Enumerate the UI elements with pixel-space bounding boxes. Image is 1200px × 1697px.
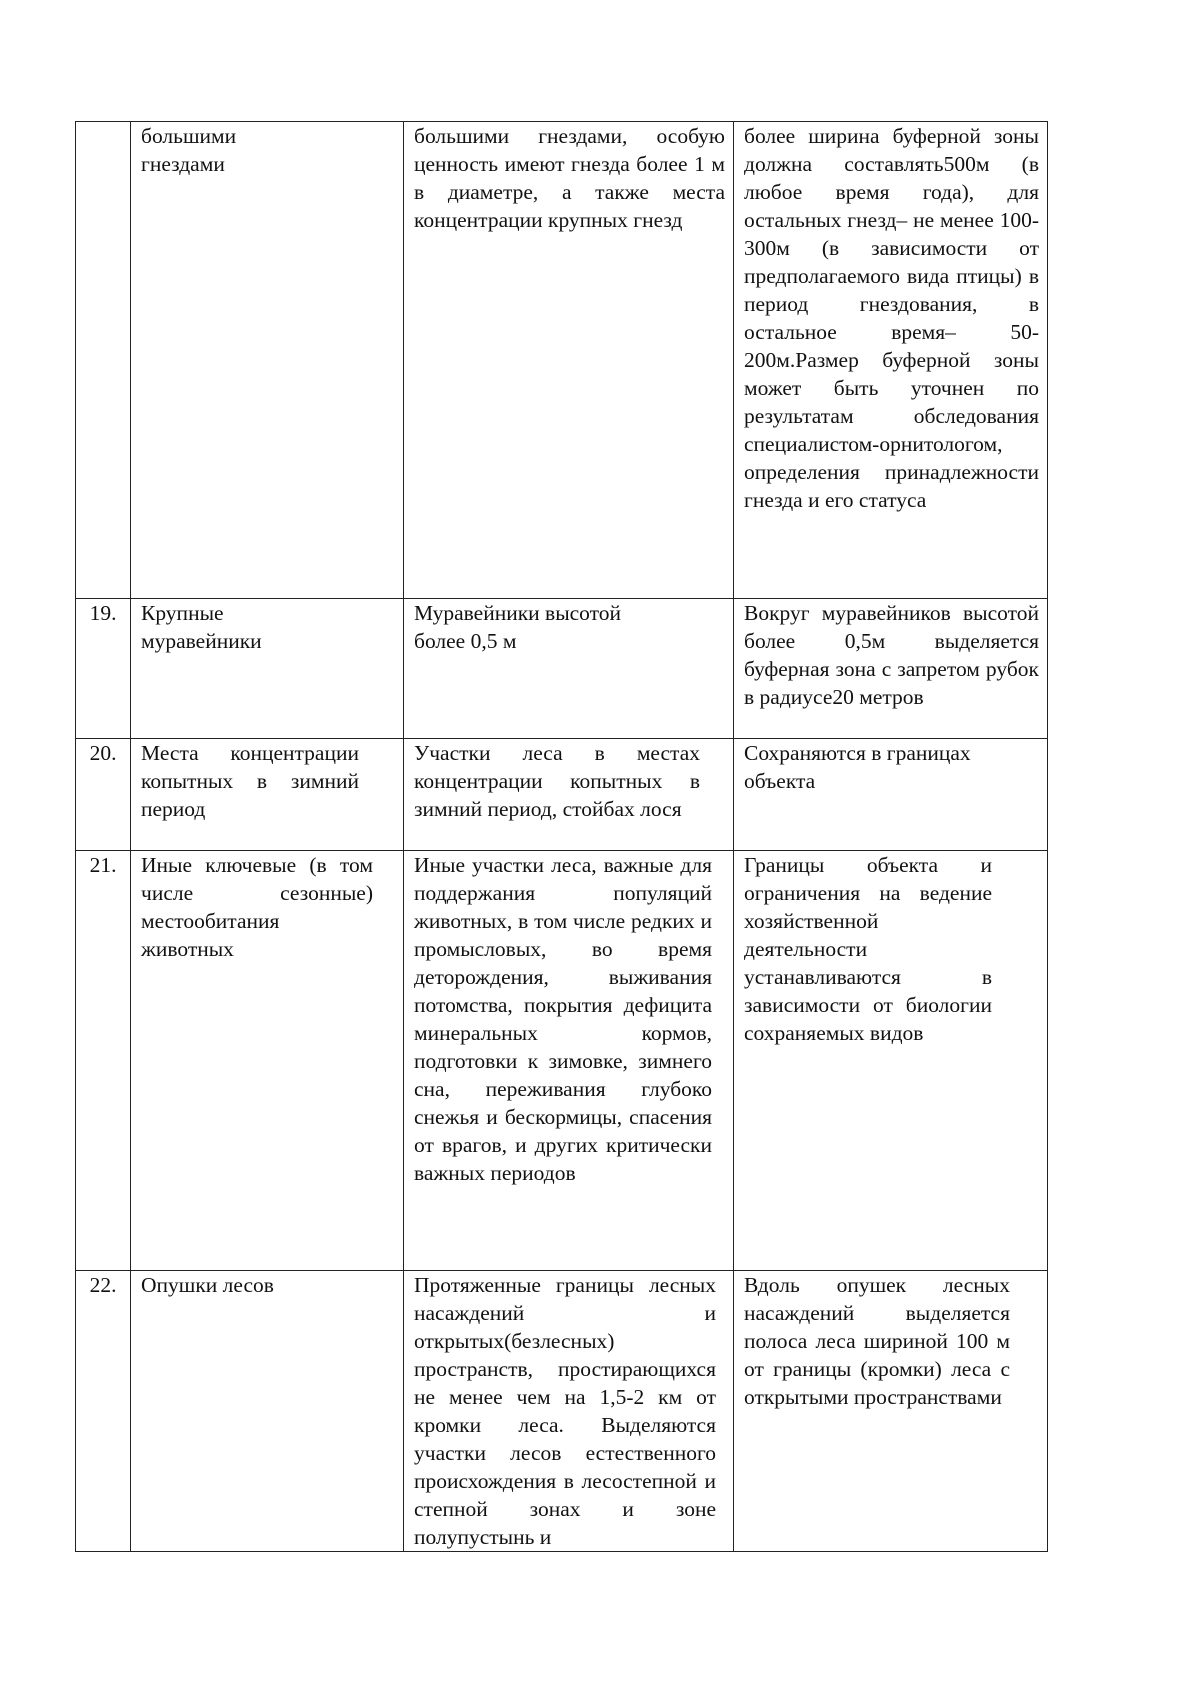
object-measures: Сохраняются в границах объекта (744, 741, 971, 793)
object-measures: Границы объекта и ограничения на ведение хозяйственной деятельности устанавливаются в зависимости от биологии сохраняемых видов (744, 853, 992, 1045)
object-measures-cell (734, 1271, 1048, 1552)
object-measures: Вдоль опушек лесных насаждений выделяется полоса леса шириной 100 м от границы (кромки) леса с открытыми пространствами (744, 1273, 1010, 1409)
object-name: Иные ключевые (в том числе сезонные) местообитания животных (141, 853, 373, 961)
object-measures: более ширина буферной зоны должна составлять500м (в любое время года), для остальных гнезд– не менее 100-300м (в зависимости от предполагаемого вида птицы) в период гнездования, в остальное время– 50-200м.Размер буферной зоны может быть уточнен по результатам обследования специалистом-орнитологом, определения принадлежности гнезда и его статуса (744, 124, 1039, 512)
row-number: 19. (76, 599, 131, 739)
object-description-cell (404, 851, 734, 1271)
object-name: Опушки лесов (141, 1273, 274, 1297)
object-description-cell (404, 1271, 734, 1552)
object-description-cell (404, 739, 734, 851)
object-description-cell (404, 122, 734, 599)
object-measures-cell (734, 599, 1048, 739)
table-row (76, 122, 1048, 599)
object-measures: Вокруг муравейников высотой более 0,5м выделяется буферная зона с запретом рубок в радиусе20 метров (744, 601, 1039, 709)
object-description: Участки леса в местах концентрации копытных в зимний период, стойбах лося (414, 741, 700, 821)
table-row (76, 1271, 1048, 1552)
row-number: 22. (76, 1271, 131, 1552)
object-description: Муравейники высотой более 0,5 м (414, 601, 622, 653)
forest-objects-table (75, 121, 1048, 1552)
object-name: большими гнездами (141, 124, 237, 176)
object-name: Крупные муравейники (141, 601, 262, 653)
row-number: 20. (76, 739, 131, 851)
object-name: Места концентрации копытных в зимний период (141, 741, 359, 821)
object-name-cell (131, 599, 404, 739)
object-name-cell (131, 739, 404, 851)
object-description: Иные участки леса, важные для поддержания популяций животных, в том числе редких и промысловых, во время деторождения, выживания потомства, покрытия дефицита минеральных кормов, подготовки к зимовке, зимнего сна, переживания глубоко снежья и бескормицы, спасения от врагов, и других критически важных периодов (414, 853, 712, 1185)
row-number (76, 122, 131, 599)
object-name-cell (131, 122, 404, 599)
object-name-cell (131, 851, 404, 1271)
object-description-cell (404, 599, 734, 739)
table-row (76, 851, 1048, 1271)
object-measures-cell (734, 739, 1048, 851)
object-name-cell (131, 1271, 404, 1552)
table-row (76, 739, 1048, 851)
object-description: большими гнездами, особую ценность имеют гнезда более 1 м в диаметре, а также места концентрации крупных гнезд (414, 124, 725, 232)
object-measures-cell (734, 122, 1048, 599)
row-number: 21. (76, 851, 131, 1271)
object-description: Протяженные границы лесных насаждений и открытых(безлесных) пространств, простирающихся не менее чем на 1,5-2 км от кромки леса. Выделяются участки лесов естественного происхождения в лесостепной и степной зонах и зоне полупустынь и (414, 1273, 716, 1549)
table-row (76, 599, 1048, 739)
object-measures-cell (734, 851, 1048, 1271)
